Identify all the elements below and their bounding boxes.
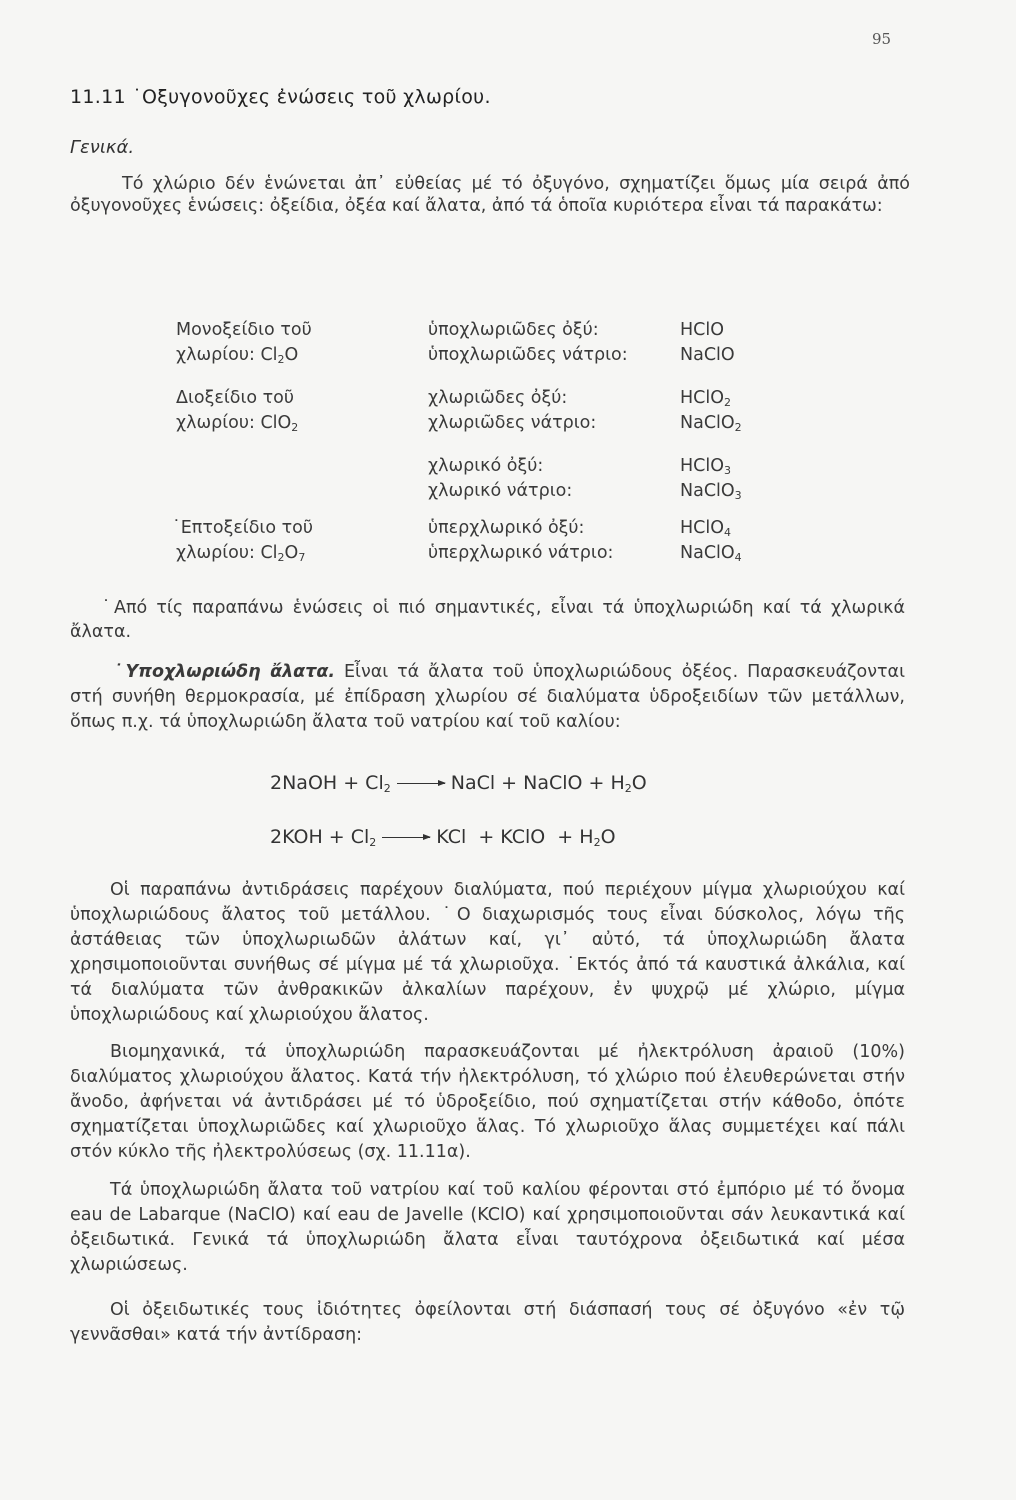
section-title: 11.11 ˙Οξυγονοῦχες ἐνώσεις τοῦ χλωρίου. <box>70 86 491 108</box>
oxide-formula: χλωρίου: $Cl_2O_7$ <box>176 543 306 564</box>
compound-formula: NaClO$_3$ <box>680 481 742 502</box>
compound-formula: NaClO$_2$ <box>680 413 742 434</box>
oxide-formula: χλωρίου: ClO$_2$ <box>176 413 299 434</box>
subsection-heading: Γενικά. <box>70 137 135 158</box>
equation: $2KOH + Cl_2$ KCl + KClO + $H_2O$ <box>270 826 616 849</box>
reaction-arrow-icon <box>397 783 445 784</box>
paragraph-4: Οἱ ὀξειδωτικές τους ἰδιότητες ὀφείλονται στή διάσπασή τους σέ ὀξυγόνο «ἐν τῷ γεννᾶσθαι» κατά τήν ἀντίδραση: <box>70 1300 905 1345</box>
intro-paragraph: Τό χλώριο δέν ἑνώνεται ἀπ᾽ εὐθείας μέ τό ὀξυγόνο, σχηματίζει ὅμως μία σειρά ἀπό ὀξυγονοῦχες ἑνώσεις: ὀξείδια, ὀξέα καί ἄλατα, ἀπό τά ὁποῖα κυριότερα εἶναι τά παρακάτω: <box>70 174 910 216</box>
reaction-arrow-icon <box>382 837 430 838</box>
compound-name: ὑπερχλωρικό ὀξύ: <box>428 518 585 538</box>
paragraph-1: Οἱ παραπάνω ἀντιδράσεις παρέχουν διαλύματα, πού περιέχουν μίγμα χλωριούχου καί ὑποχλωριώδους ἄλατος τοῦ μετάλλου. ˙Ο διαχωρισμός τους εἶναι δύσκολος, λόγω τῆς ἀστάθειας τῶν ὑποχλωριωδῶν ἀλάτων καί, γι᾽ αὐτό, τά ὑποχλωριώδη ἄλατα χρησιμοποιοῦνται συνήθως σέ μίγμα μέ τά χλωριοῦχα. ˙Εκτός ἀπό τά καυστικά ἀλκάλια, καί τά διαλύματα τῶν ἀνθρακικῶν ἀλκαλίων παρέχουν, ἐν ψυχρῷ μέ χλώριο, μίγμα ὑποχλωριώδους καί χλωριούχου ἄλατος. <box>70 880 905 1025</box>
paragraph-3: Τά ὑποχλωριώδη ἄλατα τοῦ νατρίου καί τοῦ καλίου φέρονται στό ἐμπόριο μέ τό ὄνομα eau de Labarque (NaClO) καί eau de Javelle (KClO) καί χρησιμοποιοῦνται σάν λευκαντικά καί ὀξειδωτικά. Γενικά τά ὑποχλωριώδη ἄλατα εἶναι ταυτόχρονα ὀξειδωτικά καί μέσα χλωριώσεως. <box>70 1180 905 1275</box>
oxide-name: ˙Επτοξείδιο τοῦ <box>172 518 313 538</box>
compound-formula: NaClO <box>680 345 735 365</box>
hypochlorites-heading: ˙Υποχλωριώδη ἄλατα. <box>110 662 336 682</box>
compound-formula: NaClO$_4$ <box>680 543 742 564</box>
compound-name: ὑπερχλωρικό νάτριο: <box>428 543 614 563</box>
compound-formula: HClO$_3$ <box>680 456 732 477</box>
equation: 2NaOH + $Cl_2$ NaCl + NaClO + $H_2O$ <box>270 772 647 795</box>
compound-formula: HClO$_2$ <box>680 388 732 409</box>
oxide-name: Μονοξείδιο τοῦ <box>176 320 312 340</box>
paragraph-hypochlorites: ˙Υποχλωριώδη ἄλατα. Εἶναι τά ἄλατα τοῦ ὑποχλωριώδους ὀξέος. Παρασκευάζονται στή συνήθη θερμοκρασία, μέ ἐπίδραση χλωρίου σέ διαλύματα ὑδροξειδίων τῶν μετάλλων, ὅπως π.χ. τά ὑποχλωριώδη ἄλατα τοῦ νατρίου καί τοῦ καλίου: <box>70 662 905 732</box>
compound-name: ὑποχλωριῶδες ὀξύ: <box>428 320 599 340</box>
compound-formula: HClO <box>680 320 725 340</box>
compound-name: χλωρικό ὀξύ: <box>428 456 544 476</box>
compound-name: ὑποχλωριῶδες νάτριο: <box>428 345 628 365</box>
compound-name: χλωριῶδες ὀξύ: <box>428 388 568 408</box>
oxide-name: Διοξείδιο τοῦ <box>176 388 295 408</box>
compound-formula: HClO$_4$ <box>680 518 732 539</box>
page-number: 95 <box>872 30 892 48</box>
compound-name: χλωριῶδες νάτριο: <box>428 413 597 433</box>
paragraph-2: Βιομηχανικά, τά ὑποχλωριώδη παρασκευάζονται μέ ἠλεκτρόλυση ἀραιοῦ (10%) διαλύματος χλωριούχου ἄλατος. Κατά τήν ἠλεκτρόλυση, τό χλώριο πού ἐλευθερώνεται στήν ἄνοδο, ἀφήνεται νά ἀντιδράσει μέ τό ὑδροξείδιο, πού σχηματίζεται στήν κάθοδο, ὁπότε σχηματίζεται ὑποχλωριῶδες καί χλωριοῦχο ἅλας. Τό χλωριοῦχο ἅλας συμμετέχει καί πάλι στόν κύκλο τῆς ἠλεκτρολύσεως (σχ. 11.11α). <box>70 1042 905 1162</box>
oxide-formula: χλωρίου: $Cl_2O$ <box>176 345 299 366</box>
compound-name: χλωρικό νάτριο: <box>428 481 573 501</box>
paragraph-important: ˙Από τίς παραπάνω ἑνώσεις οἱ πιό σημαντικές, εἶναι τά ὑποχλωριώδη καί τά χλωρικά ἄλατα. <box>70 598 905 642</box>
